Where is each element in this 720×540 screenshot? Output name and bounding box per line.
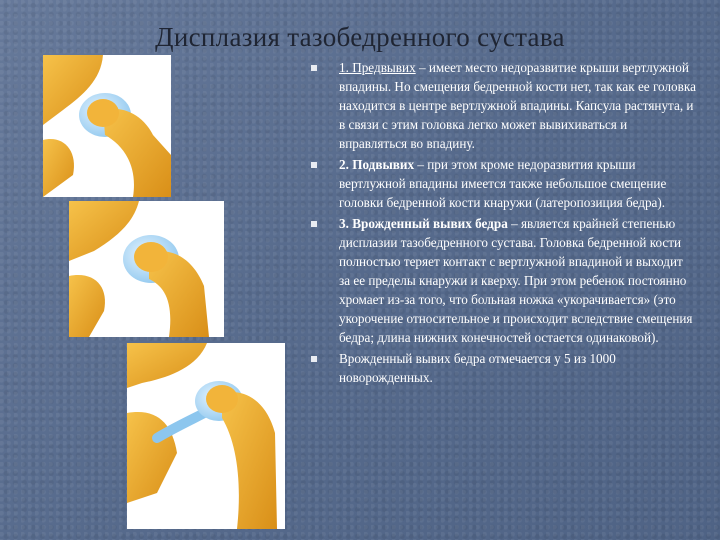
bullet-item	[311, 349, 696, 387]
vyvih-illustration	[127, 343, 285, 529]
bullet-text: – является крайней степенью дисплазии тазобедренного сустава. Головка бедренной кости полностью теряет контакт с вертлужной впадиной и выходит за ее пределы кнаружи и кверху. При этом ребенок постоянно хромает из-за того, что больная ножка «укорачивается» (это укорочение относительное и происходит вследствие смещения бедра; длина нижних конечностей остается одинаковой).	[339, 216, 693, 345]
bullet-text: – имеет место недоразвитие крыши вертлужной впадины. Но смещения бедренной кости нет, так как ее головка находится в центре вертлужной впадины. Капсула растянута, и в связи с этим головка легко может вывихиваться и вправляться во впадину.	[339, 60, 696, 151]
bullet-list	[311, 58, 696, 389]
bullet-lead: 2. Подвывих	[339, 157, 415, 172]
bullet-text: – при этом кроме недоразвития крыши вертлужной впадины имеется также небольшое смещение головки бедренной кости кнаружи (латеропозиция бедра).	[339, 157, 667, 210]
bullet-marker-icon	[311, 356, 317, 362]
bullet-item	[311, 214, 696, 347]
bullet-marker-icon	[311, 162, 317, 168]
podvyvih-illustration	[69, 201, 224, 337]
bullet-item	[311, 58, 696, 153]
bullet-marker-icon	[311, 65, 317, 71]
bullet-lead: 1. Предвывих	[339, 60, 416, 75]
slide-title: Дисплазия тазобедренного сустава	[155, 22, 565, 52]
bullet-text: Врожденный вывих бедра отмечается у 5 из 1000 новорожденных.	[339, 351, 616, 385]
predvyvih-illustration	[43, 55, 171, 197]
bullet-marker-icon	[311, 221, 317, 227]
bullet-lead: 3. Врожденный вывих бедра	[339, 216, 508, 231]
bullet-item	[311, 155, 696, 212]
